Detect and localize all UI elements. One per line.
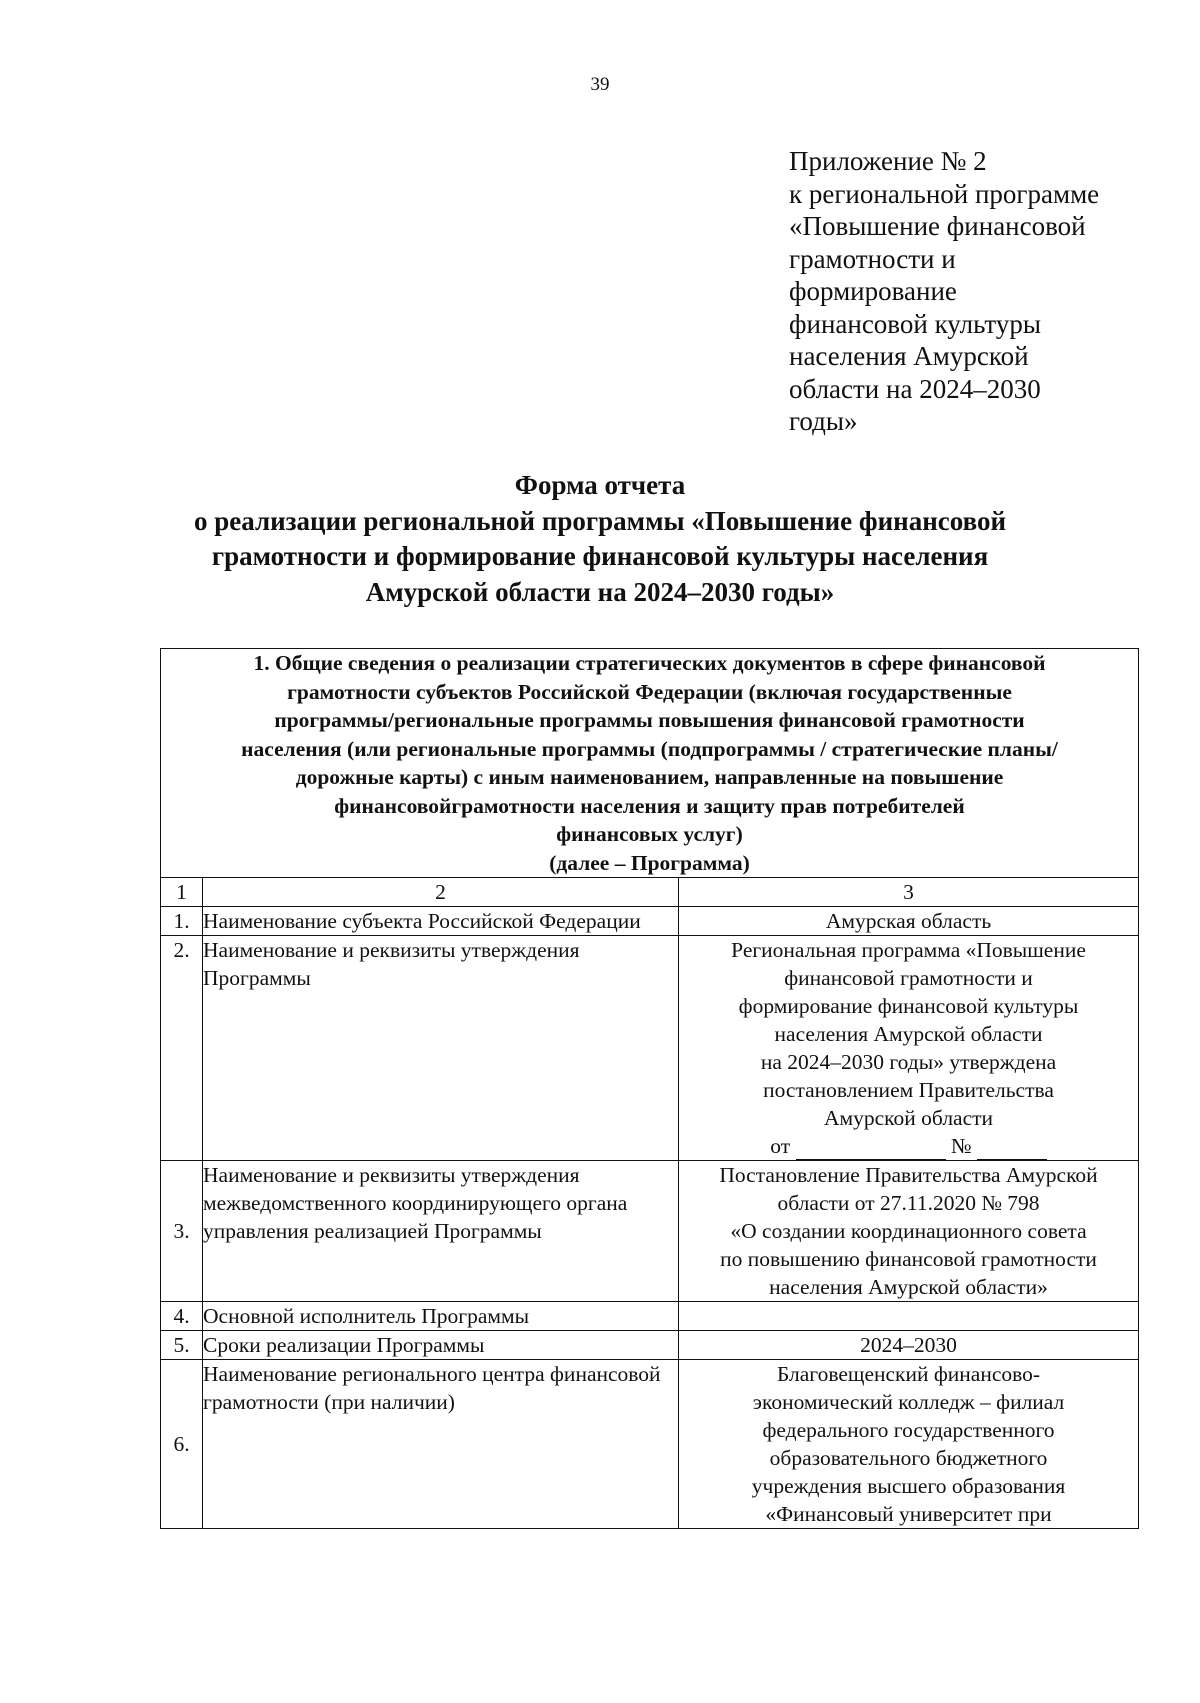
row-value-line: федерального государственного [762, 1418, 1055, 1442]
row-number: 2. [161, 936, 203, 1161]
appendix-line: формирование [789, 276, 957, 306]
row-value-line: экономический колледж – филиал [752, 1390, 1065, 1414]
row-name: Основной исполнитель Программы [203, 1302, 679, 1331]
report-table [160, 648, 1139, 1529]
row-name: Наименование и реквизиты утверждения межведомственного координирующего органа управления реализацией Программы [203, 1161, 679, 1302]
row-value [679, 1302, 1139, 1331]
row-value-line: финансовой грамотности и [784, 966, 1033, 990]
row-value [679, 1360, 1139, 1529]
section-heading [161, 649, 1139, 878]
column-number: 1 [161, 878, 203, 907]
section-heading-line: (далее – Программа) [549, 850, 750, 875]
row-name: Сроки реализации Программы [203, 1331, 679, 1360]
appendix-line: Приложение № 2 [789, 146, 987, 176]
section-heading-line: населения (или региональные программы (подпрограммы / стратегические планы/ [241, 736, 1058, 761]
appendix-line: «Повышение финансовой [789, 211, 1086, 241]
row-value-line: по повышению финансовой грамотности [720, 1247, 1097, 1271]
section-heading-row [161, 649, 1139, 878]
section-heading-line: финансовых услуг) [556, 822, 743, 846]
row-value-line: на 2024–2030 годы» утверждена [760, 1050, 1057, 1074]
appendix-block [789, 145, 1179, 438]
table-row [161, 907, 1139, 936]
sign-number-label: № [950, 1134, 972, 1158]
appendix-line: к региональной программе [789, 178, 1100, 209]
signature-line [679, 1132, 1138, 1160]
row-name: Наименование субъекта Российской Федерации [203, 907, 679, 936]
row-number: 5. [161, 1331, 203, 1360]
form-title-line: Форма отчета [514, 470, 686, 500]
row-value-line: образовательного бюджетного [769, 1446, 1048, 1470]
appendix-line: грамотности и [789, 243, 956, 274]
row-value-line: «Финансовый университет при [765, 1502, 1052, 1526]
row-value-line: Амурская область [825, 909, 992, 933]
row-value-line: постановлением Правительства [763, 1078, 1054, 1102]
table-row [161, 1360, 1139, 1529]
column-number-row [161, 878, 1139, 907]
row-value-line: учреждения высшего образования [751, 1474, 1066, 1498]
row-value-line: населения Амурской области» [769, 1275, 1048, 1299]
form-title-line: о реализации региональной программы «Повышение финансовой [193, 505, 1007, 536]
row-number: 6. [161, 1360, 203, 1529]
form-title [150, 468, 1050, 610]
section-heading-line: 1. Общие сведения о реализации стратегических документов в сфере финансовой [253, 651, 1046, 675]
row-value-line: области от 27.11.2020 № 798 [777, 1191, 1040, 1215]
table-row [161, 936, 1139, 1161]
table-row [161, 1161, 1139, 1302]
appendix-line: финансовой культуры [789, 308, 1041, 339]
number-blank [977, 1139, 1047, 1160]
section-heading-line: грамотности субъектов Российской Федерации (включая государственные [287, 679, 1012, 704]
section-heading-line: дорожные карты) с иным наименованием, направленные на повышение [295, 765, 1004, 789]
table-row [161, 1331, 1139, 1360]
appendix-line: годы» [789, 406, 858, 436]
section-heading-line: программы/региональные программы повышения финансовой грамотности [274, 708, 1025, 732]
row-number: 4. [161, 1302, 203, 1331]
form-title-line: грамотности и формирование финансовой культуры населения [211, 541, 989, 571]
page-number: 39 [590, 74, 610, 95]
row-value [679, 936, 1139, 1161]
row-value-line: Благовещенский финансово- [776, 1362, 1041, 1386]
row-name: Наименование регионального центра финансовой грамотности (при наличии) [203, 1360, 679, 1529]
sign-from-label: от [770, 1134, 791, 1158]
row-value [679, 1331, 1139, 1360]
appendix-line: населения Амурской [789, 341, 1029, 371]
row-value-line: 2024–2030 [860, 1333, 957, 1357]
row-value-line: Региональная программа «Повышение [731, 938, 1086, 962]
row-number: 1. [161, 907, 203, 936]
date-blank [796, 1139, 946, 1160]
form-title-line: Амурской области на 2024–2030 годы» [365, 576, 835, 607]
column-number: 3 [679, 878, 1139, 907]
row-value [679, 907, 1139, 936]
column-number: 2 [203, 878, 679, 907]
row-value-line: Амурской области [824, 1106, 994, 1130]
row-value [679, 1161, 1139, 1302]
row-value-line: формирование финансовой культуры [738, 994, 1079, 1018]
section-heading-line: финансовойграмотности населения и защиту прав потребителей [334, 793, 965, 818]
appendix-line: области на 2024–2030 [789, 373, 1041, 404]
row-value-line: «О создании координационного совета [730, 1219, 1087, 1243]
row-number: 3. [161, 1161, 203, 1302]
row-name: Наименование и реквизиты утверждения Программы [203, 936, 679, 1161]
row-value-line: Постановление Правительства Амурской [719, 1163, 1098, 1187]
table-row [161, 1302, 1139, 1331]
row-value-line: населения Амурской области [774, 1022, 1043, 1046]
